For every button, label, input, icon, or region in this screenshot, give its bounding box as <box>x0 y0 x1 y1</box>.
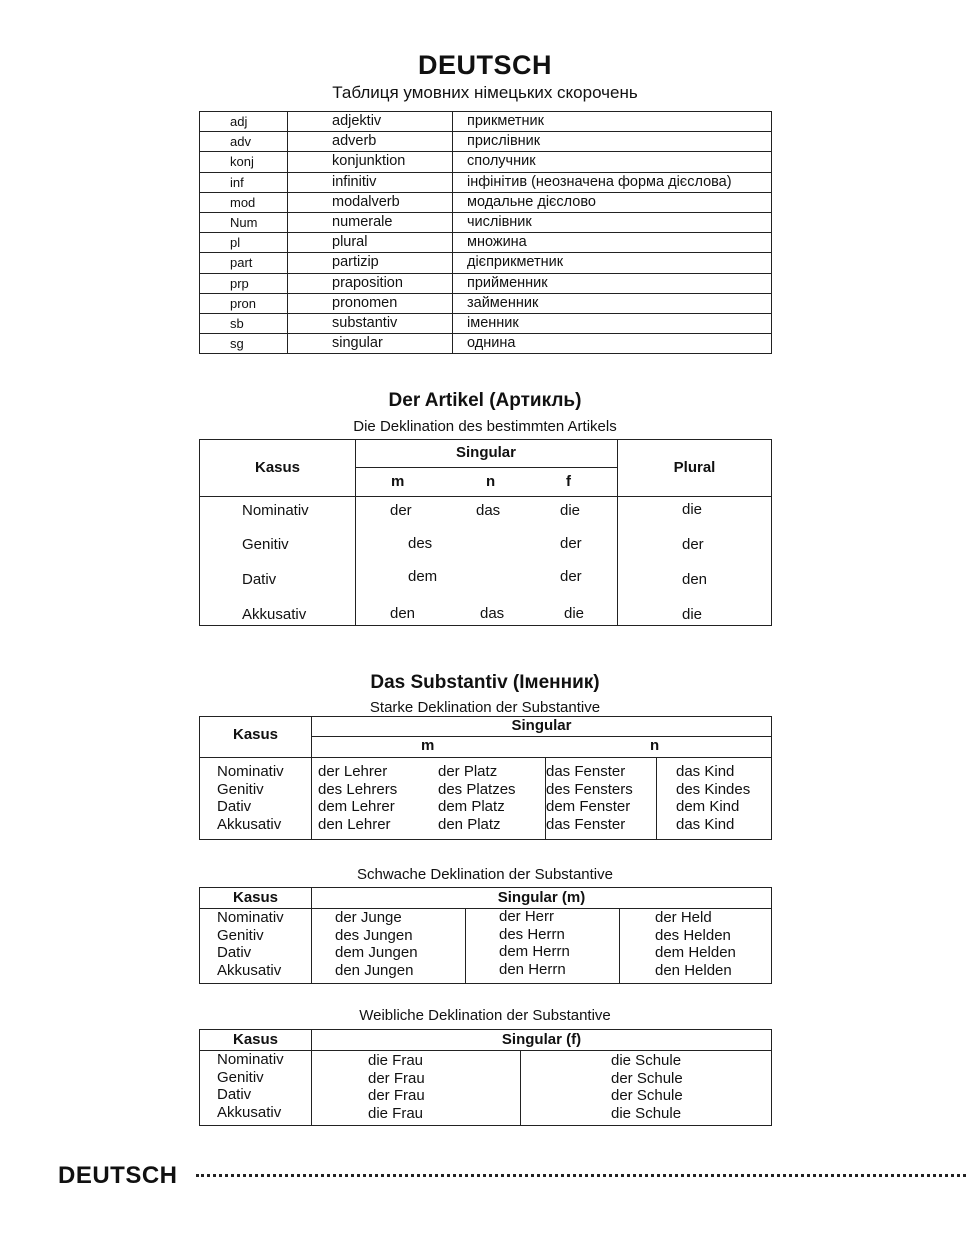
table-row <box>200 253 772 273</box>
noun-form: die Schule <box>611 1052 682 1069</box>
table-row <box>200 192 772 212</box>
noun-form: des Jungen <box>335 926 413 944</box>
noun-form: das Fenster <box>546 763 626 780</box>
case-label: Akkusativ <box>217 1103 282 1121</box>
divider <box>200 1050 772 1051</box>
noun-form: dem Platz <box>438 798 505 815</box>
ukrainian-term-cell: займенник <box>453 293 772 313</box>
abbreviation-cell: pl <box>200 233 288 253</box>
ukrainian-term-cell: іменник <box>453 313 772 333</box>
case-label: Nominativ <box>217 763 284 780</box>
german-term-cell: adjektiv <box>288 112 453 132</box>
abbreviation-cell: Num <box>200 212 288 232</box>
german-term-cell: praposition <box>288 273 453 293</box>
noun-form: den Platz <box>438 815 501 833</box>
case-label: Dativ <box>217 944 252 961</box>
abbreviation-cell: inf <box>200 172 288 192</box>
ukrainian-term-cell: прикметник <box>453 112 772 132</box>
noun-form: dem Herrn <box>499 943 570 960</box>
page-subtitle: Таблиця умовних німецьких скорочень <box>332 83 638 102</box>
gender-m-header: m <box>421 737 435 754</box>
ukrainian-term-cell: сполучник <box>453 152 772 172</box>
kasus-header: Kasus <box>232 726 279 743</box>
noun-form: der Schule <box>611 1069 683 1087</box>
abbreviation-cell: pron <box>200 293 288 313</box>
noun-form: das Kind <box>676 815 735 833</box>
article-cell: der <box>560 535 582 552</box>
abbreviation-cell: adj <box>200 112 288 132</box>
noun-form: der Platz <box>438 763 498 780</box>
case-list <box>217 1051 284 1121</box>
noun-form: dem Kind <box>676 798 740 815</box>
divider <box>355 467 617 468</box>
german-term-cell: modalverb <box>288 192 453 212</box>
article-cell: das <box>480 605 505 622</box>
table-row <box>200 132 772 152</box>
german-term-cell: adverb <box>288 132 453 152</box>
ukrainian-term-cell: числівник <box>453 212 772 232</box>
noun-form: den Helden <box>655 961 732 979</box>
ukrainian-term-cell: прислівник <box>453 132 772 152</box>
german-term-cell: singular <box>288 334 453 354</box>
case-label: Nominativ <box>242 502 309 519</box>
table-row <box>200 293 772 313</box>
noun-form: der Herr <box>499 908 555 925</box>
case-label: Akkusativ <box>242 606 307 623</box>
ukrainian-term-cell: модальне дієслово <box>453 192 772 212</box>
case-label: Nominativ <box>217 1051 284 1068</box>
article-cell: der <box>682 536 704 553</box>
case-label: Dativ <box>217 1086 252 1103</box>
case-label: Genitiv <box>217 780 264 798</box>
ukrainian-term-cell: інфінітив (неозначена форма дієслова) <box>453 172 772 192</box>
noun-form: des Platzes <box>438 780 516 798</box>
noun-form: des Helden <box>655 926 731 944</box>
starke-table <box>199 716 772 840</box>
divider <box>520 1050 521 1126</box>
article-cell: die <box>564 605 585 622</box>
article-cell: der <box>390 502 412 519</box>
article-cell: die <box>560 502 581 519</box>
article-cell: der <box>560 568 582 585</box>
noun-form: der Junge <box>335 909 402 926</box>
starke-caption: Starke Deklination der Substantive <box>369 699 601 716</box>
gender-n-header: n <box>486 473 496 490</box>
noun-form: die Frau <box>368 1052 424 1069</box>
substantiv-section-title: Das Substantiv (Іменник) <box>370 672 600 693</box>
noun-form: den Lehrer <box>318 815 391 833</box>
gender-n-header: n <box>650 737 660 754</box>
case-label: Dativ <box>217 798 252 815</box>
noun-form: des Fensters <box>546 780 633 798</box>
singular-header: Singular <box>455 444 516 461</box>
case-label: Dativ <box>242 571 277 588</box>
kasus-header: Kasus <box>232 889 279 906</box>
divider <box>200 496 772 497</box>
plural-header: Plural <box>673 459 716 476</box>
table-row <box>200 334 772 354</box>
noun-column <box>438 763 516 833</box>
abbreviation-cell: prp <box>200 273 288 293</box>
noun-form: des Herrn <box>499 925 565 943</box>
abbreviation-cell: mod <box>200 192 288 212</box>
case-label: Genitiv <box>217 926 264 944</box>
gender-f-header: f <box>566 473 571 490</box>
kasus-header: Kasus <box>254 459 301 476</box>
table-row <box>200 233 772 253</box>
artikel-section-title: Der Artikel (Артикль) <box>388 390 582 411</box>
weibliche-table <box>199 1029 772 1126</box>
dotted-rule <box>196 1174 966 1177</box>
table-row <box>200 313 772 333</box>
noun-form: dem Fenster <box>546 798 631 815</box>
case-label: Akkusativ <box>217 815 282 833</box>
noun-form: die Schule <box>611 1104 682 1122</box>
abbreviation-cell: sg <box>200 334 288 354</box>
ukrainian-term-cell: дієприкметник <box>453 253 772 273</box>
table-row <box>200 112 772 132</box>
ukrainian-term-cell: множина <box>453 233 772 253</box>
case-label: Genitiv <box>217 1068 264 1086</box>
table-row <box>200 212 772 232</box>
case-list <box>217 763 284 833</box>
page-title: DEUTSCH <box>417 50 552 80</box>
noun-column <box>368 1052 425 1122</box>
weibliche-caption: Weibliche Deklination der Substantive <box>359 1007 611 1024</box>
divider <box>619 908 620 984</box>
case-label: Genitiv <box>242 536 289 553</box>
artikel-caption: Die Deklination des bestimmten Artikels <box>353 418 617 435</box>
noun-column <box>499 908 570 978</box>
noun-form: den Jungen <box>335 961 414 979</box>
table-row <box>200 172 772 192</box>
ukrainian-term-cell: прийменник <box>453 273 772 293</box>
german-term-cell: konjunktion <box>288 152 453 172</box>
singular-header: Singular (m) <box>497 889 586 906</box>
noun-form: das Kind <box>676 763 735 780</box>
german-term-cell: infinitiv <box>288 172 453 192</box>
german-term-cell: substantiv <box>288 313 453 333</box>
case-list <box>217 909 284 979</box>
divider <box>465 908 466 984</box>
divider <box>200 757 772 758</box>
article-cell: die <box>682 501 703 518</box>
article-cell: die <box>682 606 703 623</box>
noun-form: der Held <box>655 909 712 926</box>
noun-form: dem Lehrer <box>318 798 395 815</box>
noun-form: der Frau <box>368 1087 425 1104</box>
article-cell: den <box>682 571 708 588</box>
kasus-header: Kasus <box>232 1031 279 1048</box>
noun-form: der Frau <box>368 1069 425 1087</box>
noun-column <box>676 763 750 833</box>
footer-title: DEUTSCH <box>58 1162 178 1189</box>
divider <box>656 757 657 840</box>
noun-column <box>546 763 633 833</box>
noun-form: den Herrn <box>499 960 566 978</box>
schwache-caption: Schwache Deklination der Substantive <box>357 866 613 883</box>
noun-form: dem Jungen <box>335 944 418 961</box>
noun-column <box>318 763 397 833</box>
noun-form: des Kindes <box>676 780 751 798</box>
noun-column <box>611 1052 683 1122</box>
abbreviation-cell: sb <box>200 313 288 333</box>
noun-column <box>655 909 736 979</box>
german-term-cell: plural <box>288 233 453 253</box>
noun-form: der Schule <box>611 1087 683 1104</box>
abbreviation-cell: part <box>200 253 288 273</box>
divider <box>311 736 772 737</box>
schwache-table <box>199 887 772 984</box>
german-term-cell: partizip <box>288 253 453 273</box>
gender-m-header: m <box>391 473 405 490</box>
noun-form: die Frau <box>368 1104 424 1122</box>
table-row <box>200 273 772 293</box>
case-label: Nominativ <box>217 909 284 926</box>
abbreviations-table <box>199 111 772 354</box>
article-cell: des <box>408 535 433 552</box>
artikel-table <box>199 439 772 626</box>
german-term-cell: pronomen <box>288 293 453 313</box>
ukrainian-term-cell: однина <box>453 334 772 354</box>
noun-form: der Lehrer <box>318 763 388 780</box>
article-cell: den <box>390 605 416 622</box>
abbreviation-cell: konj <box>200 152 288 172</box>
german-term-cell: numerale <box>288 212 453 232</box>
abbreviation-cell: adv <box>200 132 288 152</box>
case-label: Akkusativ <box>217 961 282 979</box>
singular-header: Singular <box>511 717 572 734</box>
article-cell: dem <box>408 568 438 585</box>
noun-form: des Lehrers <box>318 780 398 798</box>
article-cell: das <box>476 502 501 519</box>
noun-form: dem Helden <box>655 944 736 961</box>
table-row <box>200 152 772 172</box>
noun-form: das Fenster <box>546 815 626 833</box>
noun-column <box>335 909 418 979</box>
singular-header: Singular (f) <box>501 1031 582 1048</box>
